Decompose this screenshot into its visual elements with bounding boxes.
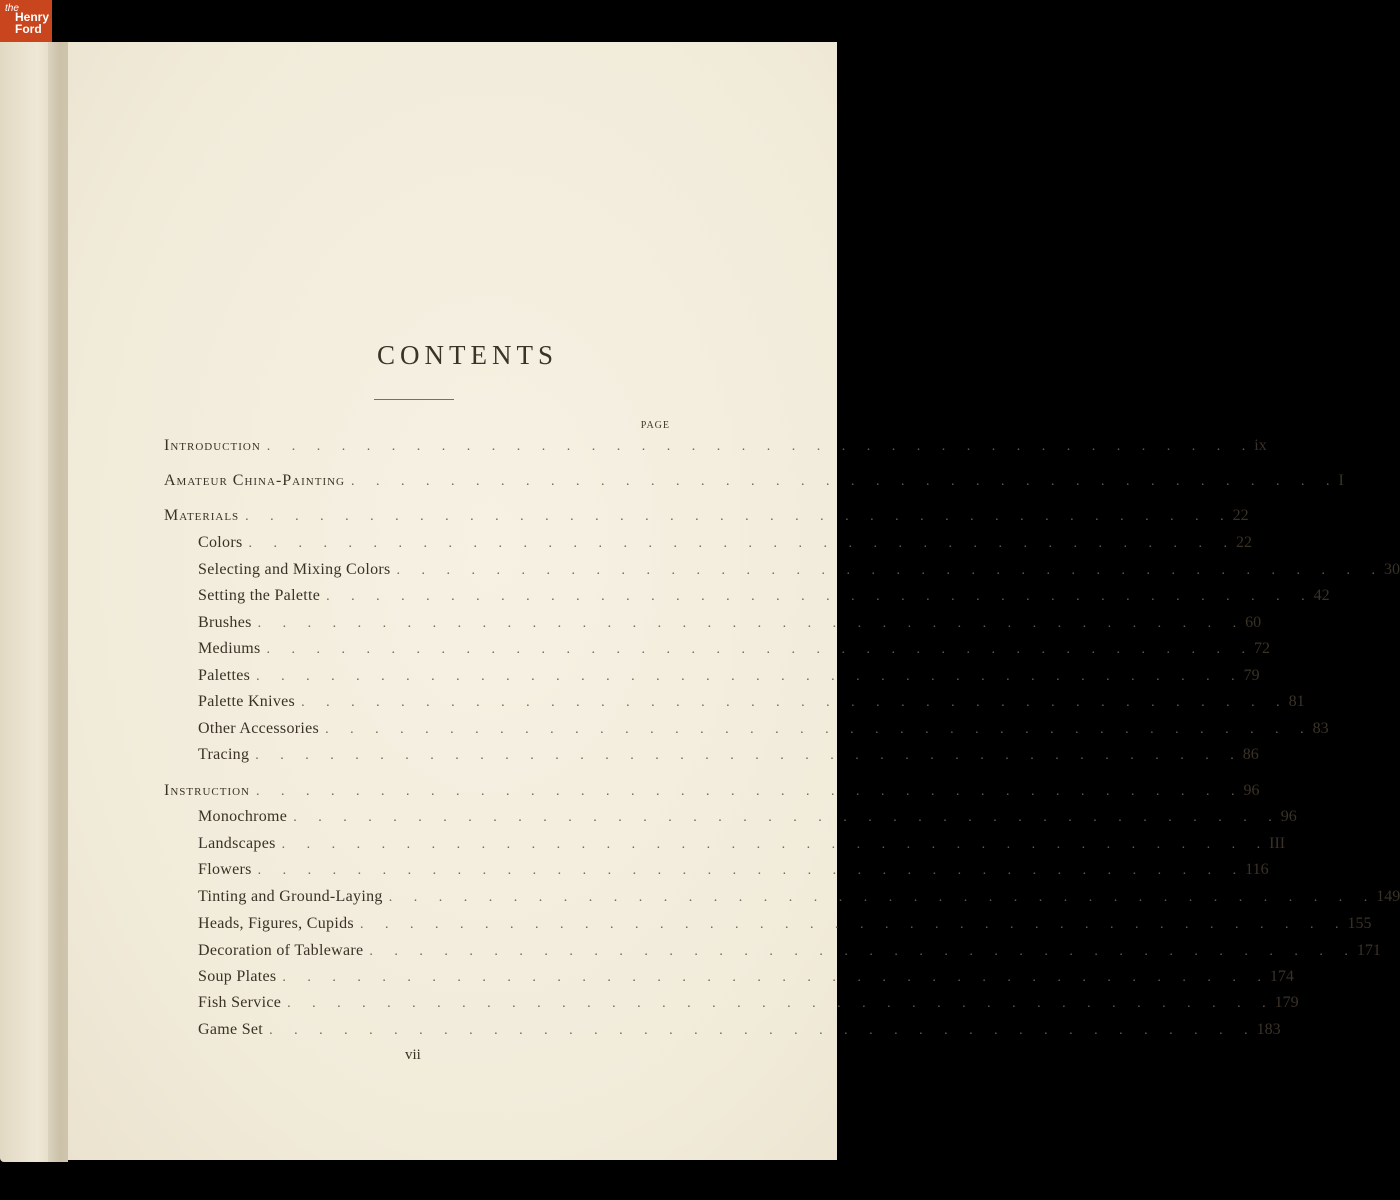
toc-entry xyxy=(198,861,1269,883)
dot-leader: . . . . . . . . . . . . . . . . . . . . . . . . . . . . . . . . . . . . . . . . xyxy=(388,890,1377,905)
toc-label: Introduction xyxy=(164,437,261,454)
toc-page-number: ix xyxy=(1254,437,1267,454)
page-column-heading: PAGE xyxy=(640,420,670,431)
dot-leader: . . . . . . . . . . . . . . . . . . . . . . . . . . . . . . . . . . . . . . . . xyxy=(256,784,1244,799)
dot-leader: . . . . . . . . . . . . . . . . . . . . . . . . . . . . . . . . . . . . . . . . xyxy=(257,616,1246,631)
toc-label: Flowers xyxy=(198,861,252,878)
toc-page-number: 149 xyxy=(1376,888,1400,905)
toc-page-number: 72 xyxy=(1254,640,1271,657)
dot-leader: . . . . . . . . . . . . . . . . . . . . . . . . . . . . . . . . . . . . . . . . xyxy=(269,1023,1257,1038)
dot-leader: . . . . . . . . . . . . . . . . . . . . . . . . . . . . . . . . . . . . . . . . xyxy=(359,917,1348,932)
toc-label: Selecting and Mixing Colors xyxy=(198,561,391,578)
dot-leader: . . . . . . . . . . . . . . . . . . . . . . . . . . . . . . . . . . . . . . . . xyxy=(396,563,1385,578)
toc-page-number: 79 xyxy=(1243,667,1260,684)
toc-label: Soup Plates xyxy=(198,968,277,985)
toc-label: Tinting and Ground-Laying xyxy=(198,888,383,905)
toc-label: Mediums xyxy=(198,640,261,657)
toc-label: Landscapes xyxy=(198,835,276,852)
dot-leader: . . . . . . . . . . . . . . . . . . . . . . . . . . . . . . . . . . . . . . . . xyxy=(257,863,1246,878)
toc-label: Brushes xyxy=(198,614,252,631)
toc-page-number: 42 xyxy=(1313,587,1330,604)
toc-entry xyxy=(198,693,1305,715)
dot-leader: . . . . . . . . . . . . . . . . . . . . . . . . . . . . . . . . . . . . . . . . xyxy=(326,589,1314,604)
toc-page-number: 83 xyxy=(1312,720,1329,737)
toc-entry xyxy=(198,720,1329,742)
toc-entry xyxy=(164,437,1267,459)
toc-entry xyxy=(198,534,1252,556)
toc-page-number: 116 xyxy=(1245,861,1269,878)
toc-page-number: 86 xyxy=(1242,746,1259,763)
toc-label: Fish Service xyxy=(198,994,282,1011)
toc-entry xyxy=(164,507,1249,529)
toc-page-number: 96 xyxy=(1280,808,1297,825)
toc-page-number: 179 xyxy=(1274,994,1299,1011)
toc-entry xyxy=(198,808,1297,830)
toc-page-number: 30 xyxy=(1384,561,1400,578)
dot-leader: . . . . . . . . . . . . . . . . . . . . . . . . . . . . . . . . . . . . . . . . xyxy=(325,722,1313,737)
dot-leader: . . . . . . . . . . . . . . . . . . . . . . . . . . . . . . . . . . . . . . . . xyxy=(351,474,1339,489)
dot-leader: . . . . . . . . . . . . . . . . . . . . . . . . . . . . . . . . . . . . . . . . xyxy=(369,944,1357,959)
logo-ford: Ford xyxy=(15,22,42,36)
toc-label: Amateur China-Painting xyxy=(164,472,345,489)
toc-entry xyxy=(164,782,1260,804)
dot-leader: . . . . . . . . . . . . . . . . . . . . . . . . . . . . . . . . . . . . . . . . xyxy=(266,439,1255,454)
book-gutter xyxy=(48,42,70,1162)
page-title: CONTENTS xyxy=(377,340,558,370)
dot-leader: . . . . . . . . . . . . . . . . . . . . . . . . . . . . . . . . . . . . . . . . xyxy=(245,509,1233,524)
table-of-contents xyxy=(68,42,1400,1160)
toc-page-number: 155 xyxy=(1347,915,1372,932)
toc-label: Tracing xyxy=(198,746,250,763)
logo-the: the xyxy=(5,3,19,14)
dot-leader: . . . . . . . . . . . . . . . . . . . . . . . . . . . . . . . . . . . . . . . . xyxy=(266,642,1255,657)
toc-entry xyxy=(198,614,1262,636)
toc-page-number: I xyxy=(1338,472,1344,489)
toc-entry xyxy=(198,835,1286,857)
toc-page-number: 96 xyxy=(1243,782,1260,799)
toc-page-number: 171 xyxy=(1356,942,1381,959)
toc-entry xyxy=(198,746,1259,768)
toc-entry xyxy=(198,587,1330,609)
toc-label: Heads, Figures, Cupids xyxy=(198,915,354,932)
toc-entry xyxy=(198,561,1400,583)
toc-page-number: III xyxy=(1269,835,1286,852)
toc-page-number: 22 xyxy=(1235,534,1252,551)
dot-leader: . . . . . . . . . . . . . . . . . . . . . . . . . . . . . . . . . . . . . . . . xyxy=(287,996,1275,1011)
toc-label: Palettes xyxy=(198,667,251,684)
toc-label: Colors xyxy=(198,534,243,551)
dot-leader: . . . . . . . . . . . . . . . . . . . . . . . . . . . . . . . . . . . . . . . . xyxy=(256,669,1244,684)
toc-entry xyxy=(198,667,1260,689)
toc-label: Setting the Palette xyxy=(198,587,321,604)
dot-leader: . . . . . . . . . . . . . . . . . . . . . . . . . . . . . . . . . . . . . . . . xyxy=(301,695,1289,710)
toc-page-number: 60 xyxy=(1245,614,1262,631)
toc-label: Materials xyxy=(164,507,240,524)
dot-leader: . . . . . . . . . . . . . . . . . . . . . . . . . . . . . . . . . . . . . . . . xyxy=(255,748,1243,763)
page-folio: vii xyxy=(405,1047,421,1063)
toc-entry xyxy=(198,915,1372,937)
toc-page-number: 81 xyxy=(1288,693,1305,710)
toc-label: Decoration of Tableware xyxy=(198,942,364,959)
toc-page-number: 22 xyxy=(1232,507,1249,524)
dot-leader: . . . . . . . . . . . . . . . . . . . . . . . . . . . . . . . . . . . . . . . . xyxy=(281,837,1270,852)
logo-henry: Henry xyxy=(15,10,50,24)
toc-entry xyxy=(198,1021,1281,1043)
dot-leader: . . . . . . . . . . . . . . . . . . . . . . . . . . . . . . . . . . . . . . . . xyxy=(293,810,1281,825)
toc-label: Game Set xyxy=(198,1021,264,1038)
toc-label: Palette Knives xyxy=(198,693,296,710)
toc-label: Monochrome xyxy=(198,808,288,825)
toc-label: Other Accessories xyxy=(198,720,320,737)
toc-page-number: 174 xyxy=(1269,968,1294,985)
toc-entry xyxy=(164,472,1344,494)
toc-entry xyxy=(198,942,1381,964)
toc-entry xyxy=(198,640,1271,662)
toc-entry xyxy=(198,968,1294,990)
toc-entry xyxy=(198,888,1400,910)
toc-page-number: 183 xyxy=(1256,1021,1281,1038)
toc-entry xyxy=(198,994,1299,1016)
toc-label: Instruction xyxy=(164,782,250,799)
dot-leader: . . . . . . . . . . . . . . . . . . . . . . . . . . . . . . . . . . . . . . . . xyxy=(282,970,1270,985)
dot-leader: . . . . . . . . . . . . . . . . . . . . . . . . . . . . . . . . . . . . . . . . xyxy=(248,536,1236,551)
book-page xyxy=(68,42,1400,1160)
